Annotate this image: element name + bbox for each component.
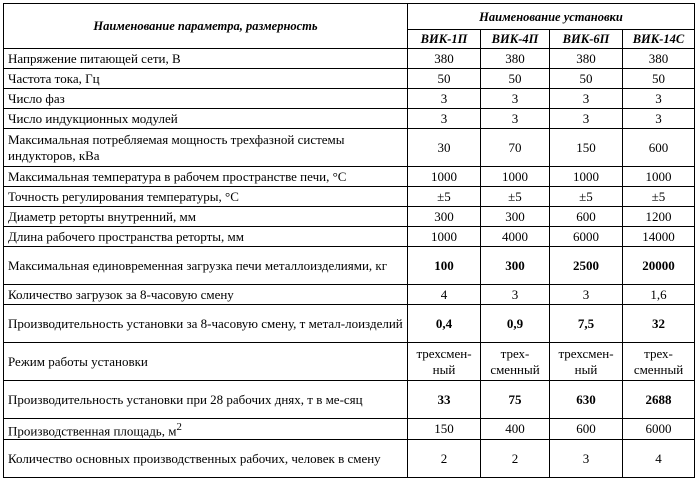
parameter-label: Количество основных производственных рабочих, человек в смену [4,440,408,478]
table-row [4,109,695,129]
parameter-label: Число фаз [4,89,408,109]
parameter-label-cell [4,419,408,440]
parameter-label: Максимальная потребляемая мощность трехфазной системы индукторов, кВа [4,129,408,167]
parameter-label: Максимальная температура в рабочем пространстве печи, °С [4,167,408,187]
specifications-table [3,3,695,478]
table-cell: 3 [481,109,550,129]
table-cell: 3 [550,285,623,305]
table-cell: 14000 [623,227,695,247]
table-cell: ±5 [550,187,623,207]
table-cell: 2500 [550,247,623,285]
table-cell: 0,4 [408,305,481,343]
table-cell: 150 [550,129,623,167]
model-header: ВИК-1П [408,30,481,49]
table-cell: ±5 [408,187,481,207]
table-row [4,207,695,227]
table-cell: 50 [623,69,695,89]
table-row [4,187,695,207]
table-cell: 400 [481,419,550,440]
table-row [4,419,695,440]
parameter-label: Напряжение питающей сети, В [4,49,408,69]
table-cell: 50 [550,69,623,89]
unit-superscript: 2 [176,421,182,433]
table-cell: 3 [408,89,481,109]
table-cell: 1000 [408,167,481,187]
parameter-label: Длина рабочего пространства реторты, мм [4,227,408,247]
table-row [4,247,695,285]
parameter-label: Число индукционных модулей [4,109,408,129]
table-cell: 600 [550,207,623,227]
table-cell: 20000 [623,247,695,285]
table-cell: 300 [408,207,481,227]
table-cell: 6000 [623,419,695,440]
parameter-label: Производительность установки при 28 рабочих днях, т в ме-сяц [4,381,408,419]
table-cell: 3 [550,440,623,478]
table-cell: 7,5 [550,305,623,343]
model-header: ВИК-14С [623,30,695,49]
parameter-label: Точность регулирования температуры, °С [4,187,408,207]
table-row [4,69,695,89]
table-row [4,227,695,247]
table-cell: 3 [623,89,695,109]
parameter-label: Диаметр реторты внутренний, мм [4,207,408,227]
table-cell: 1000 [550,167,623,187]
table-row [4,440,695,478]
table-cell: 3 [623,109,695,129]
table-cell: 630 [550,381,623,419]
table-cell: 4 [623,440,695,478]
table-cell: 32 [623,305,695,343]
table-cell: 300 [481,247,550,285]
installation-group-header: Наименование установки [408,4,695,30]
table-row [4,381,695,419]
parameter-label: Частота тока, Гц [4,69,408,89]
table-cell: 4 [408,285,481,305]
parameter-label: Максимальная единовременная загрузка печи металлоизделиями, кг [4,247,408,285]
model-header: ВИК-6П [550,30,623,49]
parameter-label: Производственная площадь, м [8,423,177,439]
table-cell: 50 [408,69,481,89]
table-cell: 300 [481,207,550,227]
table-cell: 33 [408,381,481,419]
table-cell: 50 [481,69,550,89]
table-cell: 70 [481,129,550,167]
table-cell: 4000 [481,227,550,247]
table-cell: 1000 [623,167,695,187]
table-cell: 1000 [408,227,481,247]
table-cell: 3 [408,109,481,129]
table-cell: 2 [408,440,481,478]
table-cell: ±5 [481,187,550,207]
table-row [4,167,695,187]
table-cell: 2 [481,440,550,478]
table-row [4,343,695,381]
table-cell: 6000 [550,227,623,247]
parameter-label: Производительность установки за 8-часовую смену, т метал-лоизделий [4,305,408,343]
table-cell: трех-сменный [623,343,695,381]
table-cell: трехсмен-ный [550,343,623,381]
table-row [4,49,695,69]
table-cell: 3 [550,109,623,129]
table-cell: 2688 [623,381,695,419]
table-cell: 1,6 [623,285,695,305]
table-cell: 380 [408,49,481,69]
table-cell: 75 [481,381,550,419]
table-cell: 600 [623,129,695,167]
table-cell: 3 [550,89,623,109]
table-cell: 380 [481,49,550,69]
table-cell: 600 [550,419,623,440]
table-cell: 30 [408,129,481,167]
table-cell: трехсмен-ный [408,343,481,381]
table-cell: 3 [481,285,550,305]
table-cell: 100 [408,247,481,285]
table-cell: ±5 [623,187,695,207]
parameter-column-header: Наименование параметра, размерность [4,4,408,49]
table-cell: 1000 [481,167,550,187]
table-cell: 380 [623,49,695,69]
table-row [4,285,695,305]
table-cell: трех-сменный [481,343,550,381]
table-cell: 380 [550,49,623,69]
table-row [4,89,695,109]
table-cell: 3 [481,89,550,109]
table-row [4,129,695,167]
table-row [4,305,695,343]
table-cell: 1200 [623,207,695,227]
parameter-label: Количество загрузок за 8-часовую смену [4,285,408,305]
table-cell: 0,9 [481,305,550,343]
parameter-label: Режим работы установки [4,343,408,381]
model-header: ВИК-4П [481,30,550,49]
table-cell: 150 [408,419,481,440]
